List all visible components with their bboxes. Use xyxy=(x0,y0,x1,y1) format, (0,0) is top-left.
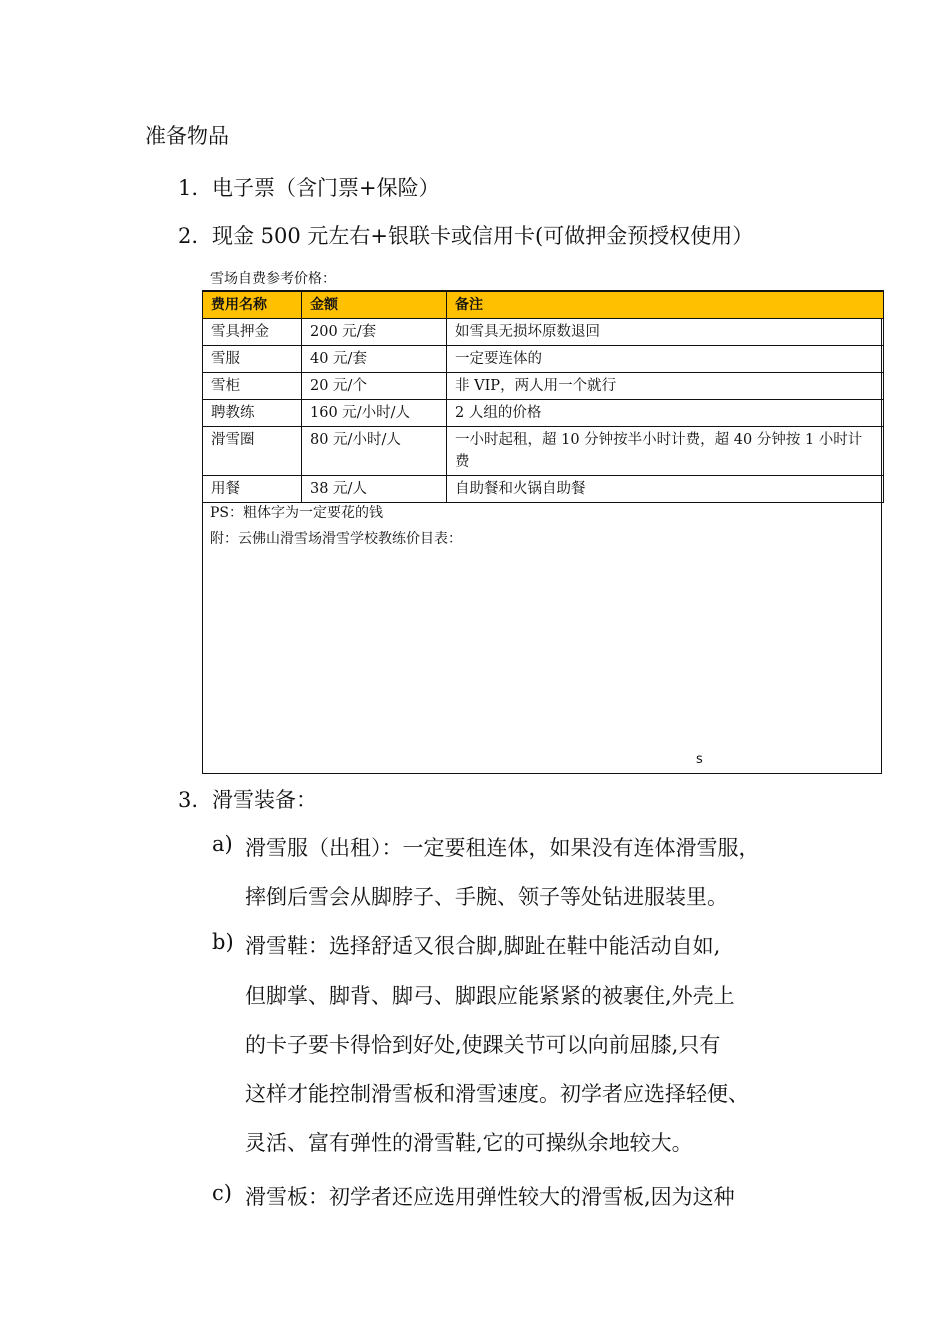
table-caption: 雪场自费参考价格： xyxy=(210,271,336,287)
table-cell: 40 元/套 xyxy=(302,346,447,373)
ski-boots-line: 滑雪鞋：选择舒适又很合脚,脚趾在鞋中能活动自如, xyxy=(245,934,721,958)
table-row xyxy=(203,427,884,476)
table-row xyxy=(203,346,884,373)
column-header: 备注 xyxy=(447,291,884,319)
sub-item-marker-b: b) xyxy=(212,930,234,954)
table-cell: 38 元/人 xyxy=(302,476,447,503)
table-cell: 滑雪圈 xyxy=(203,427,302,476)
ski-board-line: 滑雪板：初学者还应选用弹性较大的滑雪板,因为这种 xyxy=(245,1185,735,1209)
section-heading: 准备物品 xyxy=(145,124,229,148)
ski-suit-line: 滑雪服（出租）：一定要租连体，如果没有连体滑雪服， xyxy=(245,836,760,860)
table-cell: 2 人组的价格 xyxy=(447,400,884,427)
appendix-note: 附：云佛山滑雪场滑雪学校教练价目表： xyxy=(210,531,462,547)
table-cell: 20 元/个 xyxy=(302,373,447,400)
list-item-equipment xyxy=(178,784,317,814)
stray-character: s xyxy=(696,752,703,767)
sub-item-marker-a: a) xyxy=(212,832,233,856)
ski-boots-line: 灵活、富有弹性的滑雪鞋,它的可操纵余地较大。 xyxy=(245,1131,693,1155)
ski-boots-line: 这样才能控制滑雪板和滑雪速度。初学者应选择轻便、 xyxy=(245,1082,749,1106)
table-cell: 非 VIP，两人用一个就行 xyxy=(447,373,884,400)
table-row xyxy=(203,476,884,503)
ski-boots-line: 但脚掌、脚背、脚弓、脚跟应能紧紧的被裹住,外壳上 xyxy=(245,984,735,1008)
table-cell: 如雪具无损坏原数退回 xyxy=(447,319,884,346)
column-header: 费用名称 xyxy=(203,291,302,319)
ps-note: PS：粗体字为一定要花的钱 xyxy=(210,505,384,521)
list-item-cash xyxy=(178,220,753,250)
list-text: 电子票（含门票+保险） xyxy=(212,176,440,200)
column-header: 金额 xyxy=(302,291,447,319)
list-number: 3. xyxy=(178,788,199,812)
table-row xyxy=(203,373,884,400)
list-text: 现金 500 元左右+银联卡或信用卡(可做押金预授权使用） xyxy=(212,224,754,248)
table-cell: 200 元/套 xyxy=(302,319,447,346)
list-item-e-ticket xyxy=(178,172,440,202)
table-row xyxy=(203,400,884,427)
table-cell: 80 元/小时/人 xyxy=(302,427,447,476)
table-cell: 雪具押金 xyxy=(203,319,302,346)
sub-item-marker-c: c) xyxy=(212,1181,232,1205)
table-cell: 一定要连体的 xyxy=(447,346,884,373)
list-text: 滑雪装备： xyxy=(212,788,317,812)
table-row xyxy=(203,319,884,346)
ski-boots-line: 的卡子要卡得恰到好处,使踝关节可以向前屈膝,只有 xyxy=(245,1033,721,1057)
table-header-row xyxy=(203,291,884,319)
ski-suit-line: 摔倒后雪会从脚脖子、手腕、领子等处钻进服装里。 xyxy=(245,885,728,909)
table-cell: 160 元/小时/人 xyxy=(302,400,447,427)
table-cell: 自助餐和火锅自助餐 xyxy=(447,476,884,503)
table-cell: 雪柜 xyxy=(203,373,302,400)
table-cell: 雪服 xyxy=(203,346,302,373)
list-number: 1. xyxy=(178,176,199,200)
table-cell: 用餐 xyxy=(203,476,302,503)
table-cell: 聘教练 xyxy=(203,400,302,427)
price-table xyxy=(202,290,884,503)
table-cell: 一小时起租，超 10 分钟按半小时计费，超 40 分钟按 1 小时计费 xyxy=(447,427,884,476)
list-number: 2. xyxy=(178,224,199,248)
